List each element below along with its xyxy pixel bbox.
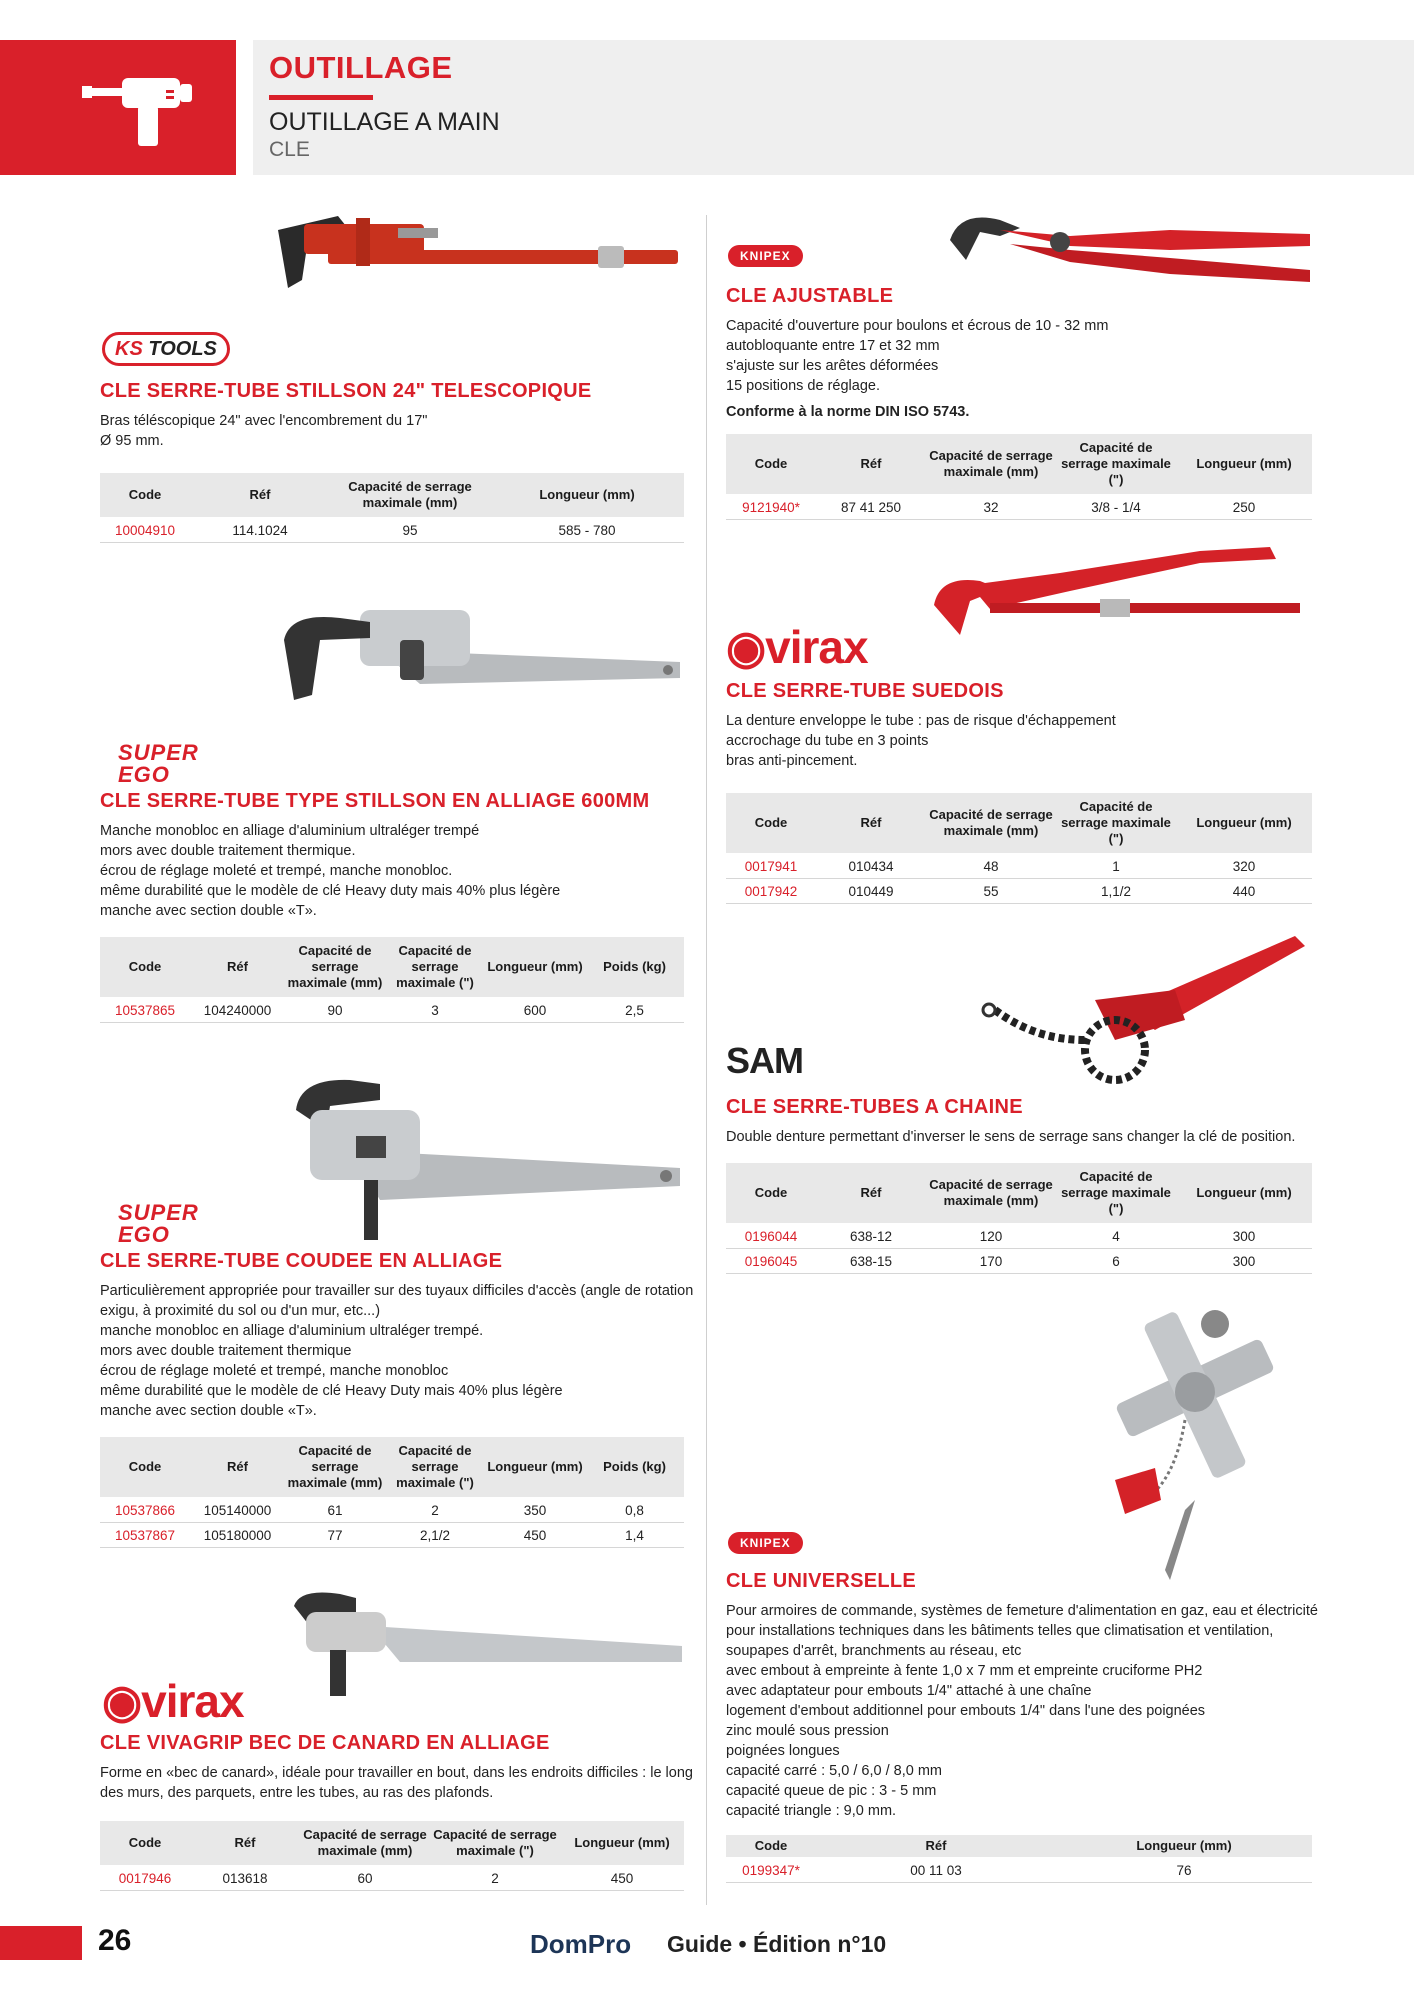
swedish-pipe-wrench-image — [930, 545, 1310, 655]
desc-line: manche avec section double «T». — [100, 1403, 317, 1419]
col-header: Capacité de serrage maximale (mm) — [285, 1437, 385, 1498]
value-cell: 4 — [1056, 1224, 1176, 1249]
value-cell: 60 — [300, 1866, 430, 1891]
ref-cell: 013618 — [190, 1866, 300, 1891]
col-header: Capacité de serrage maximale (") — [430, 1821, 560, 1866]
value-cell: 350 — [485, 1498, 585, 1523]
product-description — [100, 1281, 694, 1421]
desc-line: mors avec double traitement thermique — [100, 1343, 352, 1359]
code-cell[interactable]: 10004910 — [100, 518, 190, 543]
col-header: Poids (kg) — [585, 937, 684, 998]
col-header: Capacité de serrage maximale (") — [385, 937, 485, 998]
value-cell: 32 — [926, 495, 1056, 520]
product-table — [726, 1835, 1312, 1883]
desc-line: pour installations techniques dans les bâtiments telles que climatisation et ventilation, — [726, 1623, 1274, 1639]
page-subtitle: OUTILLAGE A MAIN — [269, 108, 500, 136]
virax-wordmark: virax — [141, 1675, 244, 1727]
ref-cell: 105140000 — [190, 1498, 285, 1523]
product-cle-universelle — [726, 1570, 1318, 1883]
value-cell: 95 — [330, 518, 490, 543]
title-underline — [269, 95, 373, 100]
ref-cell: 114.1024 — [190, 518, 330, 543]
col-header: Capacité de serrage maximale (") — [1056, 1163, 1176, 1224]
value-cell: 170 — [926, 1249, 1056, 1274]
code-cell[interactable]: 0199347* — [726, 1858, 816, 1883]
value-cell: 585 - 780 — [490, 518, 684, 543]
code-cell[interactable]: 10537867 — [100, 1523, 190, 1548]
ref-cell: 105180000 — [190, 1523, 285, 1548]
col-header: Capacité de serrage maximale (") — [1056, 793, 1176, 854]
col-header: Longueur (mm) — [560, 1821, 684, 1866]
desc-line: écrou de réglage moleté et trempé, manche monobloc. — [100, 863, 453, 879]
product-table — [100, 1821, 684, 1891]
col-header: Longueur (mm) — [485, 1437, 585, 1498]
sam-logo: SAM — [726, 1040, 803, 1081]
value-cell: 440 — [1176, 879, 1312, 904]
value-cell: 450 — [560, 1866, 684, 1891]
col-header: Code — [726, 434, 816, 495]
col-header: Capacité de serrage maximale (") — [385, 1437, 485, 1498]
desc-line: avec adaptateur pour embouts 1/4" attaché à une chaîne — [726, 1683, 1092, 1699]
desc-line: Forme en «bec de canard», idéale pour travailler en bout, dans les endroits difficiles : le long — [100, 1765, 693, 1781]
col-header: Réf — [816, 1163, 926, 1224]
desc-line: soupapes d'arrêt, branchments au réseau, etc — [726, 1643, 1022, 1659]
ref-cell: 638-15 — [816, 1249, 926, 1274]
value-cell: 77 — [285, 1523, 385, 1548]
table-row — [726, 1249, 1312, 1274]
desc-line: même durabilité que le modèle de clé Heavy Duty mais 40% plus légère — [100, 1383, 563, 1399]
desc-line: manche monobloc en alliage d'aluminium ultraléger trempé. — [100, 1323, 484, 1339]
desc-line: 15 positions de réglage. — [726, 378, 880, 394]
col-header: Code — [726, 1163, 816, 1224]
col-header: Code — [726, 1835, 816, 1858]
desc-line: Manche monobloc en alliage d'aluminium ultraléger trempé — [100, 823, 480, 839]
ref-cell: 638-12 — [816, 1224, 926, 1249]
product-table — [726, 434, 1312, 520]
super-ego-logo: SUPER EGO — [118, 740, 199, 787]
value-cell: 6 — [1056, 1249, 1176, 1274]
col-header: Code — [100, 1821, 190, 1866]
code-cell[interactable]: 9121940* — [726, 495, 816, 520]
desc-line: accrochage du tube en 3 points — [726, 733, 929, 749]
value-cell: 2,1/2 — [385, 1523, 485, 1548]
product-title: CLE UNIVERSELLE — [726, 1570, 917, 1592]
col-header: Capacité de serrage maximale (mm) — [926, 793, 1056, 854]
product-title: CLE SERRE-TUBE STILLSON 24" TELESCOPIQUE — [100, 380, 592, 402]
desc-line: Capacité d'ouverture pour boulons et écrous de 10 - 32 mm — [726, 318, 1109, 334]
desc-line: manche avec section double «T». — [100, 903, 317, 919]
desc-line: écrou de réglage moleté et trempé, manche monobloc — [100, 1363, 449, 1379]
col-header: Capacité de serrage maximale (mm) — [300, 1821, 430, 1866]
page-number: 26 — [98, 1924, 132, 1957]
code-cell[interactable]: 0196044 — [726, 1224, 816, 1249]
product-table — [100, 1437, 684, 1548]
ref-cell: 104240000 — [190, 998, 285, 1023]
dompro-logo: DomPro — [530, 1929, 632, 1959]
chain-wrench-image — [975, 930, 1315, 1090]
col-header: Longueur (mm) — [490, 473, 684, 518]
col-header: Longueur (mm) — [485, 937, 585, 998]
header-icon-box — [0, 40, 236, 175]
product-title: CLE SERRE-TUBES A CHAINE — [726, 1096, 1023, 1118]
desc-line: exigu, à proximité du sol ou d'un mur, etc...) — [100, 1303, 381, 1319]
value-cell: 55 — [926, 879, 1056, 904]
col-header: Longueur (mm) — [1176, 434, 1312, 495]
product-description — [726, 316, 1312, 422]
table-row — [726, 1224, 1312, 1249]
value-cell: 1 — [1056, 854, 1176, 879]
value-cell: 300 — [1176, 1249, 1312, 1274]
col-header: Poids (kg) — [585, 1437, 684, 1498]
offset-pipe-wrench-image — [290, 1070, 690, 1250]
value-cell: 250 — [1176, 495, 1312, 520]
ref-cell: 00 11 03 — [816, 1858, 1056, 1883]
table-row — [100, 1498, 684, 1523]
alloy-pipe-wrench-image — [280, 600, 690, 715]
code-cell[interactable]: 10537866 — [100, 1498, 190, 1523]
table-row — [726, 879, 1312, 904]
desc-line: Pour armoires de commande, systèmes de femeture d'alimentation en gaz, eau et électricité — [726, 1603, 1318, 1619]
footer-bar — [0, 1926, 82, 1960]
stillson-wrench-image — [268, 210, 692, 305]
product-stillson-telescopique — [100, 380, 684, 543]
product-description — [100, 821, 684, 921]
col-header: Code — [100, 473, 190, 518]
code-cell[interactable]: 0017941 — [726, 854, 816, 879]
table-row — [100, 1866, 684, 1891]
desc-line: poignées longues — [726, 1743, 840, 1759]
super-ego-logo: SUPER EGO — [118, 1200, 199, 1247]
value-cell: 1,1/2 — [1056, 879, 1176, 904]
edition-label: Guide • Édition n°10 — [667, 1931, 887, 1957]
value-cell: 2 — [430, 1866, 560, 1891]
table-row — [100, 518, 684, 543]
value-cell: 300 — [1176, 1224, 1312, 1249]
ks-tools-logo: KS TOOLS — [102, 332, 230, 366]
value-cell: 2,5 — [585, 998, 684, 1023]
product-table — [726, 1163, 1312, 1274]
col-header: Capacité de serrage maximale (") — [1056, 434, 1176, 495]
desc-line: capacité carré : 5,0 / 6,0 / 8,0 mm — [726, 1763, 942, 1779]
desc-line: logement d'embout additionnel pour embouts 1/4" dans l'une des poignées — [726, 1703, 1206, 1719]
desc-line: Ø 95 mm. — [100, 433, 164, 449]
drill-icon — [82, 60, 202, 155]
code-cell[interactable]: 10537865 — [100, 998, 190, 1023]
adjustable-pliers-image — [940, 210, 1315, 290]
value-cell: 450 — [485, 1523, 585, 1548]
col-header: Code — [726, 793, 816, 854]
value-cell: 120 — [926, 1224, 1056, 1249]
product-description — [726, 1127, 1312, 1147]
desc-line: avec embout à empreinte à fente 1,0 x 7 mm et empreinte cruciforme PH2 — [726, 1663, 1203, 1679]
col-header: Réf — [816, 434, 926, 495]
desc-line: mors avec double traitement thermique. — [100, 843, 356, 859]
product-serre-tube-suedois — [726, 680, 1312, 904]
desc-line: capacité triangle : 9,0 mm. — [726, 1803, 897, 1819]
product-title: CLE VIVAGRIP BEC DE CANARD EN ALLIAGE — [100, 1732, 550, 1754]
desc-line: des murs, des parquets, entre les tubes, au ras des plafonds. — [100, 1785, 494, 1801]
table-row — [100, 998, 684, 1023]
code-cell[interactable]: 0017942 — [726, 879, 816, 904]
virax-logo: ◉virax — [102, 1675, 244, 1727]
value-cell: 76 — [1056, 1858, 1312, 1883]
ref-cell: 010449 — [816, 879, 926, 904]
col-header: Capacité de serrage maximale (mm) — [926, 434, 1056, 495]
col-header: Longueur (mm) — [1176, 1163, 1312, 1224]
product-description — [726, 711, 1312, 771]
virax-logo: ◉virax — [726, 621, 868, 673]
knipex-logo: KNIPEX — [728, 245, 803, 267]
col-header: Capacité de serrage maximale (mm) — [285, 937, 385, 998]
product-title: CLE SERRE-TUBE SUEDOIS — [726, 680, 1004, 702]
knipex-logo: KNIPEX — [728, 1532, 803, 1554]
vivagrip-wrench-image — [290, 1590, 690, 1700]
desc-line: bras anti-pincement. — [726, 753, 858, 769]
product-coudee-alliage — [100, 1250, 694, 1548]
product-table — [100, 473, 684, 543]
product-description — [100, 411, 684, 451]
product-cle-ajustable — [726, 285, 1312, 520]
value-cell: 600 — [485, 998, 585, 1023]
product-title: CLE SERRE-TUBE COUDEE EN ALLIAGE — [100, 1250, 503, 1272]
col-header: Code — [100, 1437, 190, 1498]
desc-line: zinc moulé sous pression — [726, 1723, 889, 1739]
table-row — [100, 1523, 684, 1548]
ref-cell: 87 41 250 — [816, 495, 926, 520]
code-cell[interactable]: 0196045 — [726, 1249, 816, 1274]
product-stillson-alliage-600 — [100, 790, 684, 1023]
universal-key-image — [1075, 1300, 1315, 1590]
value-cell: 90 — [285, 998, 385, 1023]
page-category: CLE — [269, 138, 310, 161]
page-title: OUTILLAGE — [269, 50, 453, 85]
virax-wordmark: virax — [765, 621, 868, 673]
table-row — [726, 1858, 1312, 1883]
header-banner — [253, 40, 1414, 175]
col-header: Réf — [190, 937, 285, 998]
col-header: Longueur (mm) — [1056, 1835, 1312, 1858]
value-cell: 2 — [385, 1498, 485, 1523]
desc-line: Particulièrement appropriée pour travailler sur des tuyaux difficiles d'accès (angle de rotation — [100, 1283, 694, 1299]
desc-line: La denture enveloppe le tube : pas de risque d'échappement — [726, 713, 1116, 729]
desc-line-bold: Conforme à la norme DIN ISO 5743. — [726, 404, 970, 420]
desc-line: Double denture permettant d'inverser le sens de serrage sans changer la clé de position. — [726, 1129, 1296, 1145]
product-vivagrip — [100, 1732, 693, 1891]
ref-cell: 010434 — [816, 854, 926, 879]
col-header: Longueur (mm) — [1176, 793, 1312, 854]
product-table — [726, 793, 1312, 904]
product-title: CLE SERRE-TUBE TYPE STILLSON EN ALLIAGE 600MM — [100, 790, 650, 812]
col-header: Code — [100, 937, 190, 998]
column-divider — [706, 215, 707, 1905]
desc-line: s'ajuste sur les arêtes déformées — [726, 358, 939, 374]
value-cell: 48 — [926, 854, 1056, 879]
col-header: Réf — [190, 473, 330, 518]
value-cell: 3/8 - 1/4 — [1056, 495, 1176, 520]
value-cell: 3 — [385, 998, 485, 1023]
product-description — [726, 1601, 1318, 1821]
product-description — [100, 1763, 693, 1803]
col-header: Réf — [816, 1835, 1056, 1858]
product-table — [100, 937, 684, 1023]
desc-line: autobloquante entre 17 et 32 mm — [726, 338, 940, 354]
table-row — [726, 854, 1312, 879]
value-cell: 1,4 — [585, 1523, 684, 1548]
value-cell: 0,8 — [585, 1498, 684, 1523]
col-header: Réf — [190, 1821, 300, 1866]
value-cell: 61 — [285, 1498, 385, 1523]
desc-line: même durabilité que le modèle de clé Heavy duty mais 40% plus légère — [100, 883, 561, 899]
product-serre-tubes-chaine — [726, 1096, 1312, 1274]
desc-line: Bras téléscopique 24" avec l'encombrement du 17" — [100, 413, 428, 429]
col-header: Réf — [816, 793, 926, 854]
code-cell[interactable]: 0017946 — [100, 1866, 190, 1891]
table-row — [726, 495, 1312, 520]
col-header: Réf — [190, 1437, 285, 1498]
product-title: CLE AJUSTABLE — [726, 285, 894, 307]
col-header: Capacité de serrage maximale (mm) — [926, 1163, 1056, 1224]
desc-line: capacité queue de pic : 3 - 5 mm — [726, 1783, 937, 1799]
col-header: Capacité de serrage maximale (mm) — [330, 473, 490, 518]
value-cell: 320 — [1176, 854, 1312, 879]
